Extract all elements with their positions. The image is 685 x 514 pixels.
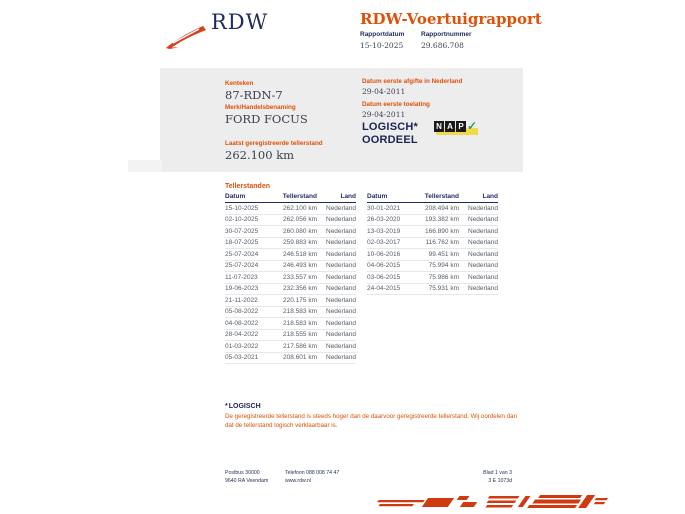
table-row: 18-07-2025 259.883 km Nederland <box>225 238 356 250</box>
page-number: Blad 1 van 3 <box>483 470 512 476</box>
footer-website: www.rdw.nl <box>285 478 311 484</box>
table-row: 19-06-2023 232.356 km Nederland <box>225 284 356 296</box>
laatste-tellerstand-label: Laatst geregistreerde tellerstand <box>225 140 323 147</box>
table-body <box>225 203 356 364</box>
col-land: Land <box>482 193 498 200</box>
table-row: 11-07-2023 233.557 km Nederland <box>225 272 356 284</box>
table-row: 01-03-2022 217.586 km Nederland <box>225 341 356 353</box>
afgifte-label: Datum eerste afgifte in Nederland <box>362 78 463 85</box>
table-row: 02-03-2017 116.762 km Nederland <box>367 238 498 250</box>
table-row: 05-08-2022 218.583 km Nederland <box>225 307 356 319</box>
rdw-wordmark: RDW <box>211 10 269 34</box>
col-tellerstand: Tellerstand <box>424 193 459 200</box>
col-tellerstand: Tellerstand <box>282 193 317 200</box>
oordeel-text: LOGISCH* OORDEEL <box>362 121 418 146</box>
table-row: 03-06-2015 75.986 km Nederland <box>367 272 498 284</box>
col-land: Land <box>340 193 356 200</box>
report-date-value: 15-10-2025 <box>360 41 404 50</box>
rdw-wing-icon <box>165 24 207 50</box>
table-row: 24-04-2015 75.931 km Nederland <box>367 284 498 296</box>
table-row: 25-07-2024 246.518 km Nederland <box>225 249 356 261</box>
table-row: 28-04-2022 218.555 km Nederland <box>225 330 356 342</box>
tellerstanden-title: Tellerstanden <box>225 183 270 190</box>
footer-stripes-graphic <box>375 491 685 513</box>
table-body <box>367 203 498 295</box>
table-row: 04-06-2015 75.994 km Nederland <box>367 261 498 273</box>
toelating-value: 29-04-2011 <box>362 110 406 119</box>
table-row: 13-03-2019 166.890 km Nederland <box>367 226 498 238</box>
table-header <box>225 193 356 203</box>
merk-value: FORD FOCUS <box>225 112 308 126</box>
footer-page-info <box>430 469 512 485</box>
table-row: 04-08-2022 218.583 km Nederland <box>225 318 356 330</box>
report-number-label: Rapportnummer <box>421 31 472 38</box>
merk-label: Merk/Handelsbenaming <box>225 104 296 111</box>
toelating-label: Datum eerste toelating <box>362 101 430 108</box>
col-datum: Datum <box>367 193 388 200</box>
table-row: 30-01-2021 208.494 km Nederland <box>367 203 498 215</box>
footer-address: Postbus 30000 9640 RA Veendam <box>225 470 269 484</box>
tellerstanden-table-left <box>225 193 356 364</box>
footnote-title: *LOGISCH <box>225 403 261 410</box>
page-title: RDW-Voertuigrapport <box>360 10 542 28</box>
table-row: 25-07-2024 246.493 km Nederland <box>225 261 356 273</box>
kenteken-value: 87-RDN-7 <box>225 88 283 102</box>
nap-letter-p: P <box>456 121 466 132</box>
col-datum: Datum <box>225 193 246 200</box>
tellerstanden-table-right <box>367 193 498 295</box>
nap-check-icon: ✓ <box>467 119 478 133</box>
nap-letter-a: A <box>445 121 455 132</box>
laatste-tellerstand-value: 262.100 km <box>225 148 295 162</box>
table-row: 10-06-2016 99.451 km Nederland <box>367 249 498 261</box>
report-number-value: 29.686.708 <box>421 41 464 50</box>
nap-letter-n: N <box>434 121 444 132</box>
footnote-asterisk: * <box>225 403 228 410</box>
table-row: 15-10-2025 262.100 km Nederland <box>225 203 356 215</box>
kenteken-label: Kenteken <box>225 80 254 87</box>
nap-logo <box>434 121 480 136</box>
table-row: 05-03-2021 208.601 km Nederland <box>225 353 356 365</box>
footnote-body: De geregistreerde tellerstand is steeds hoger dan de daarvoor geregistreerde tellerstand. Wij oordelen dan dat de tellerstand logisch verklaarbaar is. <box>225 413 518 429</box>
afgifte-value: 29-04-2011 <box>362 87 406 96</box>
table-row: 21-11-2022 220.175 km Nederland <box>225 295 356 307</box>
report-date-label: Rapportdatum <box>360 31 405 38</box>
summary-panel-notch <box>128 160 162 172</box>
footer-contact: Telefoon 088 008 74 47 www.rdw.nl <box>285 470 340 484</box>
form-code: 3 E 1073d <box>488 478 512 484</box>
rdw-logo <box>165 8 285 52</box>
table-row: 30-07-2025 260.080 km Nederland <box>225 226 356 238</box>
table-row: 26-03-2020 193.382 km Nederland <box>367 215 498 227</box>
table-header <box>367 193 498 203</box>
table-row: 02-10-2025 262.056 km Nederland <box>225 215 356 227</box>
